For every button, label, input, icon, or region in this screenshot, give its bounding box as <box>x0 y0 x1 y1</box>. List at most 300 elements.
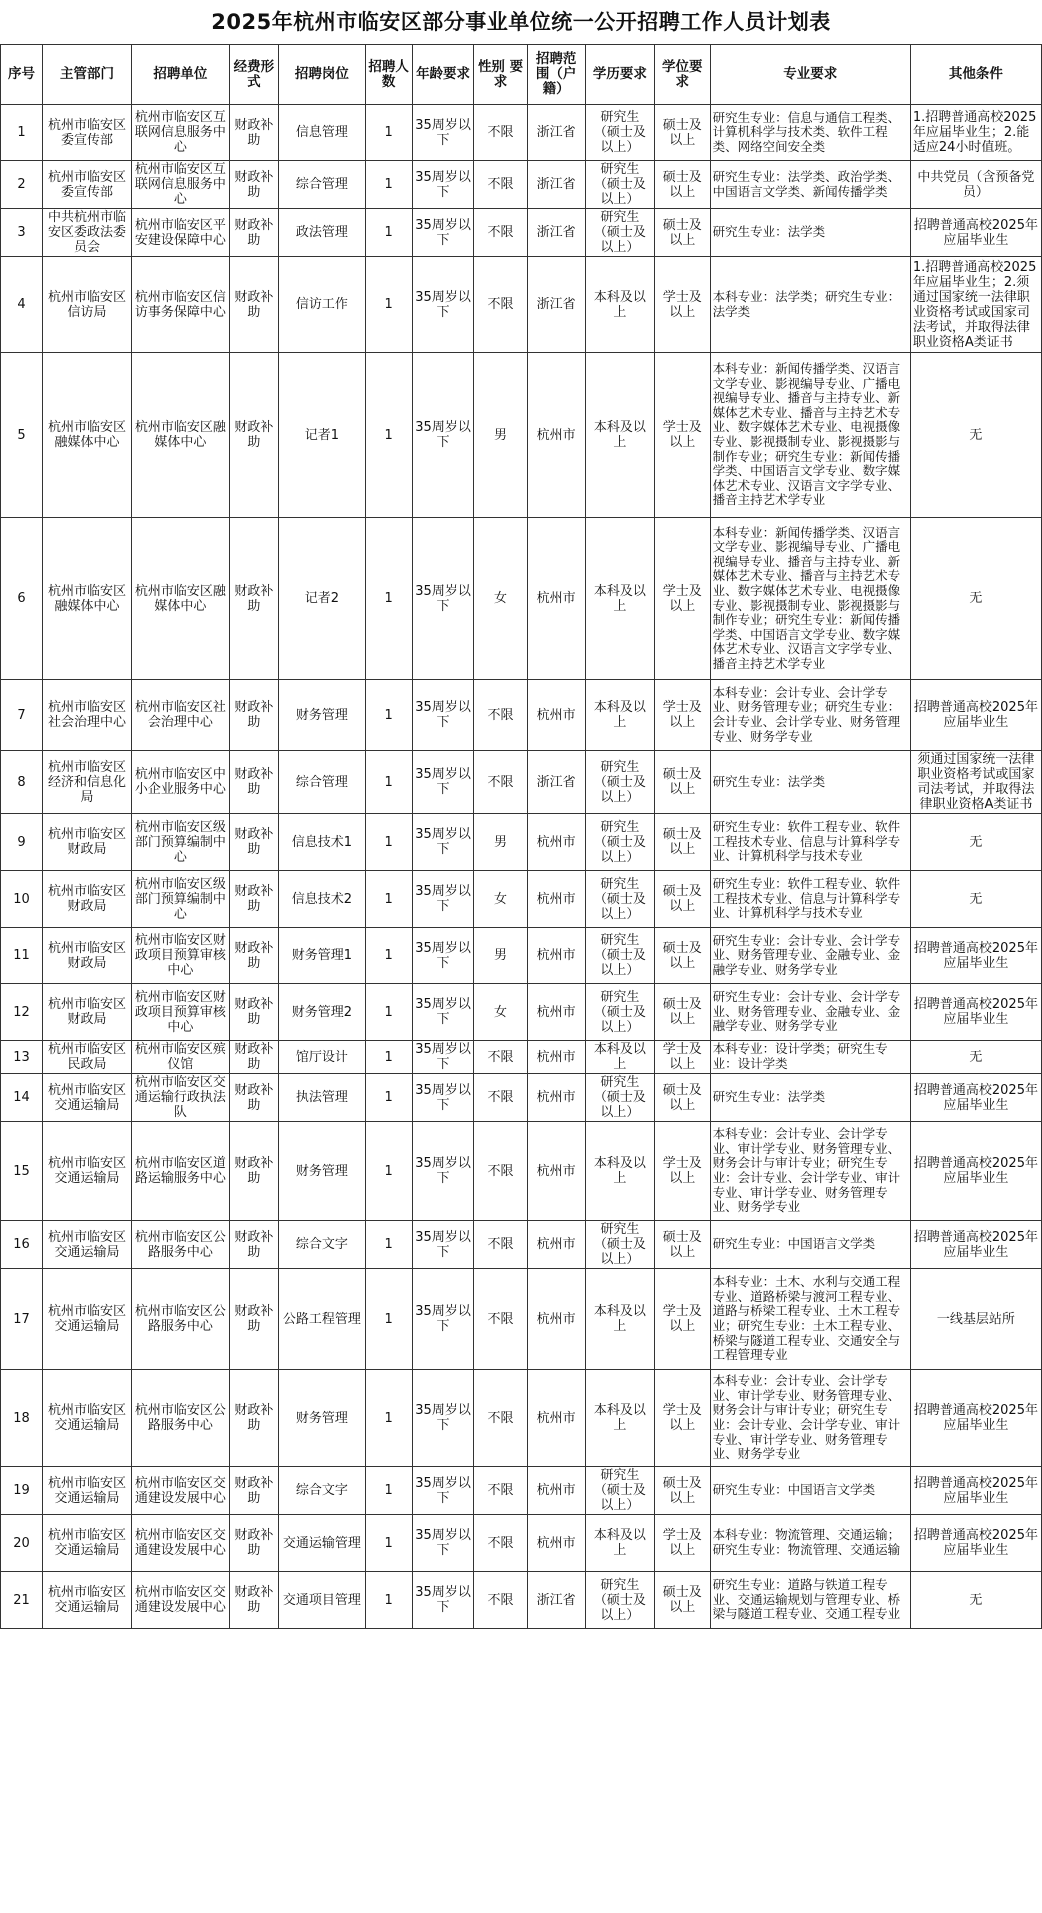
cell-post: 信息技术1 <box>279 814 366 871</box>
cell-unit: 杭州市临安区交通建设发展中心 <box>132 1515 230 1572</box>
header-col-edu: 学历要求 <box>585 45 654 105</box>
cell-age: 35周岁以下 <box>412 1041 474 1074</box>
cell-edu: 研究生（硕士及以上） <box>585 928 654 984</box>
cell-fund: 财政补助 <box>229 680 278 751</box>
cell-other: 无 <box>910 518 1041 680</box>
cell-other: 招聘普通高校2025年应届毕业生 <box>910 984 1041 1041</box>
cell-edu: 研究生（硕士及以上） <box>585 105 654 161</box>
cell-gender: 不限 <box>474 1515 527 1572</box>
cell-no: 2 <box>1 161 43 209</box>
cell-fund: 财政补助 <box>229 928 278 984</box>
cell-major: 本科专业：会计专业、会计学专业、审计学专业、财务管理专业、财务会计与审计专业；研究生专业：会计专业、会计学专业、审计专业、审计学专业、财务管理专业、财务学专业 <box>710 1370 910 1467</box>
cell-major: 本科专业：新闻传播学类、汉语言文学专业、影视编导专业、广播电视编导专业、播音与主持专业、新媒体艺术专业、播音与主持艺术专业、数字媒体艺术专业、电视摄像专业、影视摄制专业、影视摄影与制作专业；研究生专业：新闻传播学类、中国语言文学专业、数字媒体艺术专业、汉语言文字学专业、播音主持艺术学专业 <box>710 518 910 680</box>
cell-num: 1 <box>365 1221 412 1269</box>
cell-no: 9 <box>1 814 43 871</box>
cell-age: 35周岁以下 <box>412 680 474 751</box>
cell-age: 35周岁以下 <box>412 161 474 209</box>
cell-gender: 男 <box>474 928 527 984</box>
cell-num: 1 <box>365 1515 412 1572</box>
cell-dept: 杭州市临安区社会治理中心 <box>43 680 132 751</box>
table-row <box>1 105 1042 161</box>
cell-fund: 财政补助 <box>229 814 278 871</box>
table-row <box>1 209 1042 257</box>
cell-post: 交通项目管理 <box>279 1572 366 1629</box>
cell-dept: 杭州市临安区交通运输局 <box>43 1572 132 1629</box>
cell-fund: 财政补助 <box>229 257 278 353</box>
cell-unit: 杭州市临安区级部门预算编制中心 <box>132 871 230 928</box>
cell-no: 21 <box>1 1572 43 1629</box>
cell-num: 1 <box>365 353 412 518</box>
cell-no: 1 <box>1 105 43 161</box>
cell-major: 本科专业：设计学类；研究生专业：设计学类 <box>710 1041 910 1074</box>
cell-major: 研究生专业：道路与铁道工程专业、交通运输规划与管理专业、桥梁与隧道工程专业、交通工程专业 <box>710 1572 910 1629</box>
table-row <box>1 1515 1042 1572</box>
cell-gender: 不限 <box>474 751 527 814</box>
table-row <box>1 1041 1042 1074</box>
cell-num: 1 <box>365 680 412 751</box>
cell-other: 无 <box>910 871 1041 928</box>
cell-gender: 不限 <box>474 105 527 161</box>
cell-scope: 杭州市 <box>527 1515 585 1572</box>
cell-fund: 财政补助 <box>229 1269 278 1370</box>
cell-gender: 不限 <box>474 1572 527 1629</box>
cell-scope: 杭州市 <box>527 928 585 984</box>
cell-dept: 中共杭州市临安区委政法委员会 <box>43 209 132 257</box>
table-row <box>1 518 1042 680</box>
cell-post: 交通运输管理 <box>279 1515 366 1572</box>
cell-edu: 本科及以上 <box>585 1515 654 1572</box>
cell-fund: 财政补助 <box>229 1467 278 1515</box>
cell-post: 信息技术2 <box>279 871 366 928</box>
cell-degree: 硕士及以上 <box>654 1467 710 1515</box>
cell-gender: 不限 <box>474 680 527 751</box>
table-row <box>1 257 1042 353</box>
cell-gender: 不限 <box>474 257 527 353</box>
cell-unit: 杭州市临安区交通建设发展中心 <box>132 1467 230 1515</box>
cell-num: 1 <box>365 1572 412 1629</box>
cell-edu: 本科及以上 <box>585 1122 654 1221</box>
cell-num: 1 <box>365 1467 412 1515</box>
cell-post: 公路工程管理 <box>279 1269 366 1370</box>
cell-major: 研究生专业：法学类 <box>710 751 910 814</box>
cell-other: 招聘普通高校2025年应届毕业生 <box>910 928 1041 984</box>
cell-no: 7 <box>1 680 43 751</box>
cell-dept: 杭州市临安区交通运输局 <box>43 1515 132 1572</box>
cell-scope: 浙江省 <box>527 209 585 257</box>
cell-other: 无 <box>910 814 1041 871</box>
cell-post: 政法管理 <box>279 209 366 257</box>
header-col-unit: 招聘单位 <box>132 45 230 105</box>
header-col-gender: 性别 要求 <box>474 45 527 105</box>
cell-degree: 学士及以上 <box>654 353 710 518</box>
cell-unit: 杭州市临安区互联网信息服务中心 <box>132 161 230 209</box>
cell-edu: 研究生（硕士及以上） <box>585 984 654 1041</box>
cell-num: 1 <box>365 209 412 257</box>
cell-num: 1 <box>365 1269 412 1370</box>
cell-no: 18 <box>1 1370 43 1467</box>
cell-age: 35周岁以下 <box>412 1572 474 1629</box>
cell-age: 35周岁以下 <box>412 1467 474 1515</box>
cell-degree: 学士及以上 <box>654 1370 710 1467</box>
header-col-age: 年龄要求 <box>412 45 474 105</box>
cell-num: 1 <box>365 257 412 353</box>
cell-edu: 本科及以上 <box>585 1041 654 1074</box>
cell-degree: 学士及以上 <box>654 1269 710 1370</box>
cell-post: 执法管理 <box>279 1074 366 1122</box>
cell-post: 财务管理 <box>279 1122 366 1221</box>
cell-scope: 杭州市 <box>527 680 585 751</box>
cell-dept: 杭州市临安区交通运输局 <box>43 1122 132 1221</box>
header-col-degree: 学位要求 <box>654 45 710 105</box>
cell-gender: 不限 <box>474 1074 527 1122</box>
cell-major: 研究生专业：法学类 <box>710 209 910 257</box>
cell-age: 35周岁以下 <box>412 1370 474 1467</box>
cell-other: 招聘普通高校2025年应届毕业生 <box>910 209 1041 257</box>
cell-edu: 研究生（硕士及以上） <box>585 814 654 871</box>
cell-major: 研究生专业：中国语言文学类 <box>710 1467 910 1515</box>
cell-other: 一线基层站所 <box>910 1269 1041 1370</box>
cell-degree: 硕士及以上 <box>654 209 710 257</box>
cell-post: 财务管理 <box>279 680 366 751</box>
cell-num: 1 <box>365 1041 412 1074</box>
cell-major: 本科专业：法学类；研究生专业：法学类 <box>710 257 910 353</box>
table-row <box>1 928 1042 984</box>
page-title: 2025年杭州市临安区部分事业单位统一公开招聘工作人员计划表 <box>211 10 831 34</box>
table-row <box>1 1122 1042 1221</box>
cell-major: 本科专业：会计专业、会计学专业、审计学专业、财务管理专业、财务会计与审计专业；研究生专业：会计专业、会计学专业、审计专业、审计学专业、财务管理专业、财务学专业 <box>710 1122 910 1221</box>
header-col-num: 招聘人数 <box>365 45 412 105</box>
cell-num: 1 <box>365 871 412 928</box>
cell-scope: 浙江省 <box>527 257 585 353</box>
cell-unit: 杭州市临安区互联网信息服务中心 <box>132 105 230 161</box>
cell-unit: 杭州市临安区公路服务中心 <box>132 1269 230 1370</box>
cell-age: 35周岁以下 <box>412 928 474 984</box>
cell-dept: 杭州市临安区交通运输局 <box>43 1074 132 1122</box>
cell-edu: 研究生（硕士及以上） <box>585 1467 654 1515</box>
cell-no: 14 <box>1 1074 43 1122</box>
cell-no: 16 <box>1 1221 43 1269</box>
cell-dept: 杭州市临安区交通运输局 <box>43 1269 132 1370</box>
table-row <box>1 353 1042 518</box>
cell-gender: 女 <box>474 518 527 680</box>
cell-dept: 杭州市临安区信访局 <box>43 257 132 353</box>
cell-degree: 学士及以上 <box>654 1041 710 1074</box>
cell-gender: 不限 <box>474 1370 527 1467</box>
cell-age: 35周岁以下 <box>412 1269 474 1370</box>
table-row <box>1 1572 1042 1629</box>
table-row <box>1 1370 1042 1467</box>
cell-no: 13 <box>1 1041 43 1074</box>
cell-scope: 杭州市 <box>527 1467 585 1515</box>
cell-fund: 财政补助 <box>229 984 278 1041</box>
cell-dept: 杭州市临安区交通运输局 <box>43 1221 132 1269</box>
cell-degree: 学士及以上 <box>654 680 710 751</box>
cell-edu: 本科及以上 <box>585 518 654 680</box>
cell-gender: 不限 <box>474 161 527 209</box>
cell-unit: 杭州市临安区中小企业服务中心 <box>132 751 230 814</box>
cell-no: 20 <box>1 1515 43 1572</box>
cell-major: 研究生专业：会计专业、会计学专业、财务管理专业、金融专业、金融学专业、财务学专业 <box>710 928 910 984</box>
cell-dept: 杭州市临安区委宣传部 <box>43 105 132 161</box>
cell-scope: 杭州市 <box>527 814 585 871</box>
table-header <box>1 45 1042 105</box>
cell-dept: 杭州市临安区委宣传部 <box>43 161 132 209</box>
cell-scope: 杭州市 <box>527 984 585 1041</box>
table-row <box>1 1467 1042 1515</box>
cell-num: 1 <box>365 814 412 871</box>
cell-no: 12 <box>1 984 43 1041</box>
cell-scope: 杭州市 <box>527 1370 585 1467</box>
cell-no: 15 <box>1 1122 43 1221</box>
cell-other: 须通过国家统一法律职业资格考试或国家司法考试，并取得法律职业资格A类证书 <box>910 751 1041 814</box>
cell-degree: 学士及以上 <box>654 257 710 353</box>
cell-num: 1 <box>365 1370 412 1467</box>
cell-scope: 杭州市 <box>527 1122 585 1221</box>
cell-no: 8 <box>1 751 43 814</box>
cell-num: 1 <box>365 1074 412 1122</box>
cell-post: 综合管理 <box>279 751 366 814</box>
cell-scope: 浙江省 <box>527 1572 585 1629</box>
cell-degree: 学士及以上 <box>654 1122 710 1221</box>
cell-degree: 硕士及以上 <box>654 928 710 984</box>
cell-other: 1.招聘普通高校2025年应届毕业生；2.能适应24小时值班。 <box>910 105 1041 161</box>
cell-degree: 硕士及以上 <box>654 1221 710 1269</box>
table-row <box>1 1221 1042 1269</box>
cell-gender: 不限 <box>474 1467 527 1515</box>
cell-fund: 财政补助 <box>229 1122 278 1221</box>
cell-dept: 杭州市临安区财政局 <box>43 814 132 871</box>
cell-unit: 杭州市临安区融媒体中心 <box>132 353 230 518</box>
cell-unit: 杭州市临安区融媒体中心 <box>132 518 230 680</box>
cell-gender: 不限 <box>474 1221 527 1269</box>
cell-degree: 硕士及以上 <box>654 984 710 1041</box>
cell-fund: 财政补助 <box>229 1221 278 1269</box>
cell-dept: 杭州市临安区融媒体中心 <box>43 353 132 518</box>
cell-post: 记者2 <box>279 518 366 680</box>
cell-post: 综合管理 <box>279 161 366 209</box>
cell-major: 本科专业：物流管理、交通运输；研究生专业：物流管理、交通运输 <box>710 1515 910 1572</box>
cell-unit: 杭州市临安区交通建设发展中心 <box>132 1572 230 1629</box>
cell-unit: 杭州市临安区级部门预算编制中心 <box>132 814 230 871</box>
cell-post: 信息管理 <box>279 105 366 161</box>
cell-major: 研究生专业：法学类 <box>710 1074 910 1122</box>
cell-fund: 财政补助 <box>229 209 278 257</box>
cell-fund: 财政补助 <box>229 751 278 814</box>
cell-gender: 不限 <box>474 1041 527 1074</box>
cell-fund: 财政补助 <box>229 161 278 209</box>
cell-unit: 杭州市临安区交通运输行政执法队 <box>132 1074 230 1122</box>
table-row <box>1 751 1042 814</box>
cell-unit: 杭州市临安区社会治理中心 <box>132 680 230 751</box>
cell-age: 35周岁以下 <box>412 814 474 871</box>
cell-dept: 杭州市临安区民政局 <box>43 1041 132 1074</box>
cell-unit: 杭州市临安区财政项目预算审核中心 <box>132 984 230 1041</box>
cell-other: 无 <box>910 353 1041 518</box>
cell-num: 1 <box>365 928 412 984</box>
cell-post: 综合文字 <box>279 1467 366 1515</box>
cell-degree: 硕士及以上 <box>654 105 710 161</box>
cell-no: 10 <box>1 871 43 928</box>
cell-fund: 财政补助 <box>229 1074 278 1122</box>
cell-num: 1 <box>365 105 412 161</box>
recruitment-table <box>0 44 1042 1629</box>
cell-other: 招聘普通高校2025年应届毕业生 <box>910 1467 1041 1515</box>
cell-unit: 杭州市临安区公路服务中心 <box>132 1221 230 1269</box>
cell-num: 1 <box>365 161 412 209</box>
cell-scope: 浙江省 <box>527 161 585 209</box>
cell-age: 35周岁以下 <box>412 751 474 814</box>
cell-post: 综合文字 <box>279 1221 366 1269</box>
header-col-post: 招聘岗位 <box>279 45 366 105</box>
cell-degree: 硕士及以上 <box>654 1074 710 1122</box>
cell-post: 财务管理1 <box>279 928 366 984</box>
cell-no: 6 <box>1 518 43 680</box>
cell-unit: 杭州市临安区平安建设保障中心 <box>132 209 230 257</box>
cell-post: 财务管理2 <box>279 984 366 1041</box>
cell-edu: 本科及以上 <box>585 1269 654 1370</box>
cell-edu: 本科及以上 <box>585 680 654 751</box>
cell-fund: 财政补助 <box>229 1041 278 1074</box>
cell-edu: 本科及以上 <box>585 353 654 518</box>
header-col-fund: 经费形式 <box>229 45 278 105</box>
table-row <box>1 814 1042 871</box>
cell-num: 1 <box>365 751 412 814</box>
cell-scope: 杭州市 <box>527 353 585 518</box>
cell-age: 35周岁以下 <box>412 105 474 161</box>
cell-edu: 研究生（硕士及以上） <box>585 209 654 257</box>
cell-scope: 杭州市 <box>527 1221 585 1269</box>
cell-no: 19 <box>1 1467 43 1515</box>
table-row <box>1 871 1042 928</box>
cell-dept: 杭州市临安区交通运输局 <box>43 1370 132 1467</box>
cell-major: 研究生专业：中国语言文学类 <box>710 1221 910 1269</box>
cell-gender: 男 <box>474 353 527 518</box>
cell-age: 35周岁以下 <box>412 257 474 353</box>
cell-no: 5 <box>1 353 43 518</box>
cell-other: 招聘普通高校2025年应届毕业生 <box>910 1122 1041 1221</box>
cell-fund: 财政补助 <box>229 871 278 928</box>
cell-degree: 硕士及以上 <box>654 751 710 814</box>
cell-age: 35周岁以下 <box>412 1074 474 1122</box>
cell-num: 1 <box>365 984 412 1041</box>
header-col-scope: 招聘范围（户籍） <box>527 45 585 105</box>
cell-scope: 杭州市 <box>527 871 585 928</box>
cell-unit: 杭州市临安区道路运输服务中心 <box>132 1122 230 1221</box>
cell-age: 35周岁以下 <box>412 871 474 928</box>
cell-degree: 硕士及以上 <box>654 161 710 209</box>
cell-major: 研究生专业：软件工程专业、软件工程技术专业、信息与计算科学专业、计算机科学与技术专业 <box>710 814 910 871</box>
cell-major: 本科专业：土木、水利与交通工程专业、道路桥梁与渡河工程专业、道路与桥梁工程专业、土木工程专业；研究生专业：土木工程专业、桥梁与隧道工程专业、交通安全与工程管理专业 <box>710 1269 910 1370</box>
cell-unit: 杭州市临安区殡仪馆 <box>132 1041 230 1074</box>
table-row <box>1 680 1042 751</box>
cell-edu: 本科及以上 <box>585 257 654 353</box>
cell-fund: 财政补助 <box>229 105 278 161</box>
cell-other: 招聘普通高校2025年应届毕业生 <box>910 1074 1041 1122</box>
cell-scope: 杭州市 <box>527 1269 585 1370</box>
cell-edu: 研究生（硕士及以上） <box>585 1074 654 1122</box>
header-col-other: 其他条件 <box>910 45 1041 105</box>
header-col-major: 专业要求 <box>710 45 910 105</box>
cell-post: 馆厅设计 <box>279 1041 366 1074</box>
cell-scope: 浙江省 <box>527 105 585 161</box>
table-row <box>1 984 1042 1041</box>
cell-gender: 男 <box>474 814 527 871</box>
cell-age: 35周岁以下 <box>412 1515 474 1572</box>
cell-dept: 杭州市临安区交通运输局 <box>43 1467 132 1515</box>
cell-gender: 不限 <box>474 1122 527 1221</box>
cell-edu: 研究生（硕士及以上） <box>585 1221 654 1269</box>
cell-edu: 研究生（硕士及以上） <box>585 1572 654 1629</box>
cell-fund: 财政补助 <box>229 1572 278 1629</box>
cell-other: 招聘普通高校2025年应届毕业生 <box>910 680 1041 751</box>
cell-dept: 杭州市临安区财政局 <box>43 984 132 1041</box>
cell-edu: 本科及以上 <box>585 1370 654 1467</box>
cell-dept: 杭州市临安区融媒体中心 <box>43 518 132 680</box>
cell-major: 研究生专业：会计专业、会计学专业、财务管理专业、金融专业、金融学专业、财务学专业 <box>710 984 910 1041</box>
cell-no: 3 <box>1 209 43 257</box>
cell-fund: 财政补助 <box>229 353 278 518</box>
cell-scope: 杭州市 <box>527 1074 585 1122</box>
cell-unit: 杭州市临安区公路服务中心 <box>132 1370 230 1467</box>
cell-major: 研究生专业：信息与通信工程类、计算机科学与技术类、软件工程类、网络空间安全类 <box>710 105 910 161</box>
cell-other: 1.招聘普通高校2025年应届毕业生；2.须通过国家统一法律职业资格考试或国家司法考试，并取得法律职业资格A类证书 <box>910 257 1041 353</box>
cell-post: 财务管理 <box>279 1370 366 1467</box>
cell-gender: 不限 <box>474 209 527 257</box>
cell-edu: 研究生（硕士及以上） <box>585 871 654 928</box>
header-col-no: 序号 <box>1 45 43 105</box>
cell-age: 35周岁以下 <box>412 1221 474 1269</box>
cell-gender: 不限 <box>474 1269 527 1370</box>
cell-other: 无 <box>910 1572 1041 1629</box>
cell-no: 11 <box>1 928 43 984</box>
cell-other: 招聘普通高校2025年应届毕业生 <box>910 1515 1041 1572</box>
cell-degree: 学士及以上 <box>654 518 710 680</box>
cell-no: 4 <box>1 257 43 353</box>
cell-scope: 杭州市 <box>527 518 585 680</box>
cell-degree: 学士及以上 <box>654 1515 710 1572</box>
cell-gender: 女 <box>474 871 527 928</box>
cell-num: 1 <box>365 518 412 680</box>
cell-age: 35周岁以下 <box>412 353 474 518</box>
cell-major: 研究生专业：软件工程专业、软件工程技术专业、信息与计算科学专业、计算机科学与技术专业 <box>710 871 910 928</box>
cell-major: 本科专业：会计专业、会计学专业、财务管理专业；研究生专业：会计专业、会计学专业、财务管理专业、财务学专业 <box>710 680 910 751</box>
cell-age: 35周岁以下 <box>412 518 474 680</box>
cell-age: 35周岁以下 <box>412 209 474 257</box>
cell-major: 本科专业：新闻传播学类、汉语言文学专业、影视编导专业、广播电视编导专业、播音与主持专业、新媒体艺术专业、播音与主持艺术专业、数字媒体艺术专业、电视摄像专业、影视摄制专业、影视摄影与制作专业；研究生专业：新闻传播学类、中国语言文学专业、数字媒体艺术专业、汉语言文字学专业、播音主持艺术学专业 <box>710 353 910 518</box>
cell-major: 研究生专业：法学类、政治学类、中国语言文学类、新闻传播学类 <box>710 161 910 209</box>
cell-degree: 硕士及以上 <box>654 871 710 928</box>
table-row <box>1 1269 1042 1370</box>
cell-degree: 硕士及以上 <box>654 814 710 871</box>
cell-dept: 杭州市临安区财政局 <box>43 928 132 984</box>
cell-scope: 杭州市 <box>527 1041 585 1074</box>
cell-fund: 财政补助 <box>229 1515 278 1572</box>
cell-other: 无 <box>910 1041 1041 1074</box>
cell-scope: 浙江省 <box>527 751 585 814</box>
cell-other: 中共党员（含预备党员） <box>910 161 1041 209</box>
cell-age: 35周岁以下 <box>412 1122 474 1221</box>
cell-post: 信访工作 <box>279 257 366 353</box>
cell-fund: 财政补助 <box>229 1370 278 1467</box>
cell-edu: 研究生（硕士及以上） <box>585 161 654 209</box>
header-col-dept: 主管部门 <box>43 45 132 105</box>
table-row <box>1 161 1042 209</box>
cell-other: 招聘普通高校2025年应届毕业生 <box>910 1370 1041 1467</box>
cell-degree: 硕士及以上 <box>654 1572 710 1629</box>
cell-unit: 杭州市临安区财政项目预算审核中心 <box>132 928 230 984</box>
cell-unit: 杭州市临安区信访事务保障中心 <box>132 257 230 353</box>
cell-no: 17 <box>1 1269 43 1370</box>
